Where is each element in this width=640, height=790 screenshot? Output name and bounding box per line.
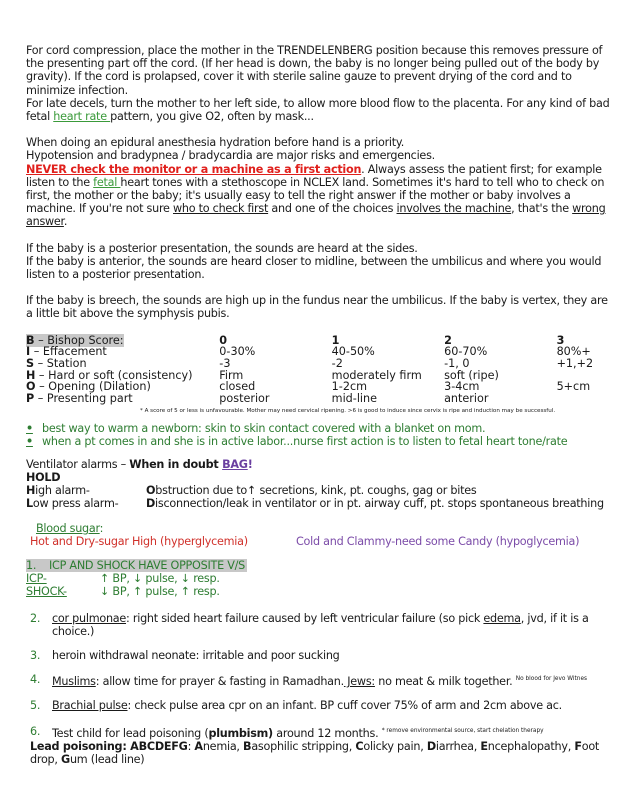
bishop-criterion: H – Hard or soft (consistency) <box>26 368 193 382</box>
table-cell: 1 <box>331 333 340 347</box>
hypoglycemia-text: Cold and Clammy-need some Candy (hypoglycemia) <box>296 535 580 549</box>
lead-poisoning-mnemonic: Lead poisoning: ABCDEFG: Anemia, Basophilic stripping, Colicky pain, Diarrhea, Encephalopathy, Foot drop, Gum (lead line) <box>30 740 600 767</box>
table-cell: Firm <box>219 368 244 382</box>
table-cell: 40-50% <box>331 345 375 359</box>
cord-compression-paragraph: For cord compression, place the mother in the TRENDELENBERG position because this removes pressure of the presenting part off the cord. (If her head is down, the baby is no longer being pulled out of the body by gravity). If the cord is prolapsed, cover it with sterile saline gauze to prevent drying of the cord and to minimize infection. <box>26 44 603 97</box>
hold-label: HOLD <box>26 471 61 485</box>
heart-rate-link[interactable]: heart rate <box>53 110 111 124</box>
anterior-presentation-line: If the baby is anterior, the sounds are heard closer to midline, between the umbilicus and where you would listen to a posterior presentation. <box>26 254 602 282</box>
bullet-icon: • <box>26 421 33 435</box>
table-cell: anterior <box>444 392 489 406</box>
table-cell: 0-30% <box>219 345 256 359</box>
late-decels-paragraph: For late decels, turn the mother to her left side, to allow more blood flow to the placenta. For any kind of bad fetal heart rate pattern, you give O2, often by mask... <box>26 96 610 124</box>
breech-vertex-paragraph: If the baby is breech, the sounds are high up in the fundus near the umbilicus. If the baby is vertex, they are a little bit above the symphysis pubis. <box>26 294 608 321</box>
table-cell: 3-4cm <box>444 380 480 394</box>
blood-sugar-section <box>26 522 616 548</box>
table-cell: soft (ripe) <box>444 368 499 382</box>
mnemonic-word: um (lead line) <box>69 753 145 767</box>
table-cell: 60-70% <box>444 345 488 359</box>
table-cell: 5+cm <box>556 380 591 394</box>
table-cell: 3 <box>556 333 565 347</box>
bag-link[interactable]: BAG <box>222 457 248 471</box>
mnemonic-word: iarrhea, <box>435 740 481 754</box>
mnemonic-letter: B <box>243 740 252 754</box>
high-alarm-row: High alarm- Obstruction due to↑ secretions, kink, pt. coughs, gag or bites <box>26 484 477 498</box>
icp-row: ICP- ↑ BP, ↓ pulse, ↓ resp. <box>26 572 220 586</box>
list-item-heroin: 3. heroin withdrawal neonate: irritable and poor sucking <box>30 649 340 663</box>
bishop-score-table <box>26 335 616 405</box>
low-press-alarm-row: Low press alarm- Disconnection/leak in ventilator or in pt. airway cuff, pt. stops spontaneous breathing <box>26 497 604 511</box>
bullet-icon: • <box>26 434 33 448</box>
mnemonic-word: olicky pain, <box>363 740 427 754</box>
table-cell: -3 <box>219 357 231 371</box>
posterior-presentation-line: If the baby is a posterior presentation, the sounds are heard at the sides. <box>26 241 418 255</box>
mnemonic-letter: A <box>194 740 203 754</box>
table-cell: 0 <box>219 333 228 347</box>
mnemonic-letter: D <box>426 740 436 754</box>
table-cell: moderately firm <box>331 368 422 382</box>
table-cell: -1, 0 <box>444 357 470 371</box>
table-cell: mid-line <box>331 392 378 406</box>
epidural-line: When doing an epidural anesthesia hydration before hand is a priority. <box>26 136 404 150</box>
bishop-criterion: B – Bishop Score: <box>26 333 124 347</box>
ventilator-alarms-section <box>26 458 616 510</box>
icp-shock-title: 1. ICP AND SHOCK HAVE OPPOSITE V/S <box>26 559 245 573</box>
mnemonic-word: nemia, <box>202 740 244 754</box>
list-item: • best way to warm a newborn: skin to skin contact covered with a blanket on mom. <box>26 421 486 435</box>
icp-shock-section <box>26 559 616 598</box>
bishop-footnote: * A score of 5 or less is unfavourable. Mother may need cervical ripening. >6 is good to induce since cervix is ripe and induction may be successful. <box>140 407 556 414</box>
table-cell <box>557 393 616 405</box>
table-row <box>26 335 616 347</box>
list-item-cor-pulmonae: 2. cor pulmonae: right sided heart failure caused by left ventricular failure (so pick edema, jvd, if it is a choice.) <box>30 612 589 639</box>
jehovah-note: No blood for Jevo Witnes <box>515 676 588 683</box>
mnemonic-word: ncephalopathy, <box>487 740 575 754</box>
document-page <box>26 44 616 766</box>
bishop-criterion: O – Opening (Dilation) <box>26 380 151 394</box>
mnemonic-letter: G <box>61 753 70 767</box>
list-item-brachial: 5. Brachial pulse: check pulse area cpr on an infant. BP cuff cover 75% of arm and 2cm above ac. <box>30 699 562 713</box>
table-cell: posterior <box>219 392 270 406</box>
table-cell: +1,+2 <box>556 357 594 371</box>
mnemonic-letter: F <box>574 740 582 754</box>
table-cell: -2 <box>331 357 343 371</box>
mnemonic-word: asophilic stripping, <box>251 740 356 754</box>
list-item: • when a pt comes in and she is in active labor...nurse first action is to listen to fetal heart tone/rate <box>26 434 568 448</box>
table-cell: 1-2cm <box>331 380 367 394</box>
table-row <box>26 346 616 358</box>
who-to-check-first: who to check first <box>173 202 269 216</box>
shock-row: SHOCK- ↓ BP, ↑ pulse, ↑ resp. <box>26 585 220 599</box>
table-row <box>26 393 616 405</box>
wrong-answer: wrong answer <box>26 202 606 229</box>
table-cell: 80%+ <box>556 345 591 359</box>
never-check-warning: NEVER check the monitor or a machine as a first action <box>26 162 362 176</box>
bishop-criterion: P – Presenting part <box>26 392 133 406</box>
table-cell: 2 <box>444 333 452 347</box>
hypotension-line: Hypotension and bradypnea / bradycardia are major risks and emergencies. <box>26 149 435 163</box>
hyperglycemia-text: Hot and Dry-sugar High (hyperglycemia) <box>30 535 248 549</box>
mnemonic-letter: C <box>355 740 364 754</box>
list-item-religion: 4. Muslims: allow time for prayer & fasting in Ramadhan. Jews: no meat & milk together. $^{No blood for Jevo Witnes}$ <box>30 673 588 689</box>
chelation-note: * remove environmental source, start chelation therapy <box>381 728 544 735</box>
mnemonic-letter: E <box>480 740 488 754</box>
bishop-criterion: S – Station <box>26 357 87 371</box>
ventilator-heading: Ventilator alarms – When in doubt BAG! <box>26 457 253 471</box>
involves-the-machine: involves the machine <box>396 202 512 216</box>
list-item-lead: 6. Test child for lead poisoning (plumbism) around 12 months. $^{* remove environmental source, start chelation therapy}$ <box>30 725 544 741</box>
blood-sugar-title: Blood sugar: <box>36 522 104 536</box>
table-cell: closed <box>219 380 256 394</box>
fetal-link[interactable]: fetal <box>93 175 121 189</box>
mnemonic-word: oot drop, <box>30 740 600 767</box>
bishop-criterion: I – Effacement <box>26 345 107 359</box>
never-check-paragraph: NEVER check the monitor or a machine as a first action. Always assess the patient first; for example listen to the fetal heart tones with a stethoscope in NCLEX land. Sometimes it's hard to tell who to check on first, the mother or the baby; it's usually easy to tell the right answer if the mother or baby involves a machine. If you're not sure who to check first and one of the choices involves the machine, that's the wrong answer. <box>26 162 606 229</box>
bullet-list <box>26 422 616 448</box>
